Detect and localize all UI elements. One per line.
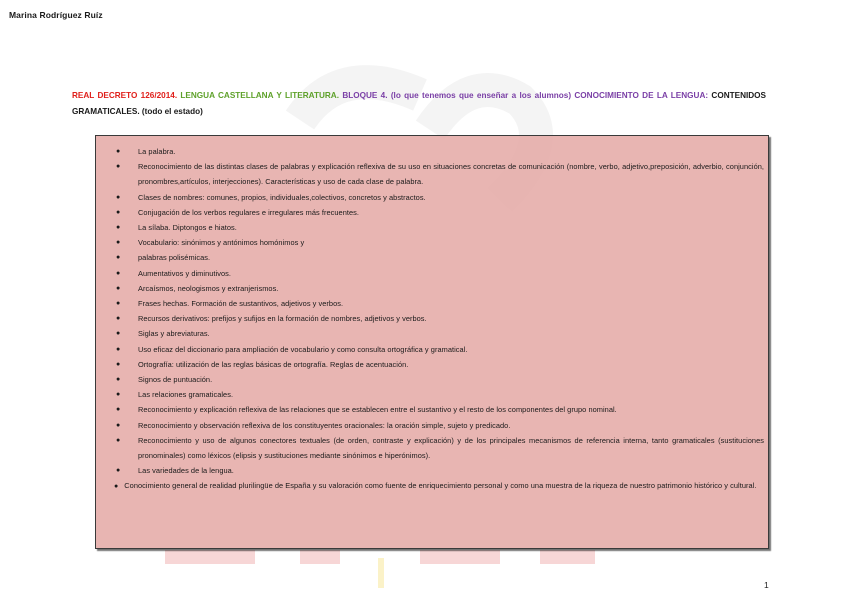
heading-decree: REAL DECRETO 126/2014. bbox=[72, 91, 178, 100]
bullet-icon: ● bbox=[116, 406, 121, 414]
bullet-icon: ● bbox=[116, 148, 121, 155]
list-item: ● La sílaba. Diptongos e hiatos. bbox=[100, 220, 764, 235]
bullet-icon: ● bbox=[116, 284, 121, 292]
bullet-icon: ● bbox=[116, 163, 121, 171]
list-item: ● Las relaciones gramaticales. bbox=[100, 387, 764, 402]
list-item: ● Reconocimiento y uso de algunos conectores textuales (de orden, contraste y explicación) y de los principales mecanismos de referencia interna, tanto gramaticales (sustituciones pronominales) como léxicos (elipsis y sustituciones mediante sinónimos e hiperónimos). bbox=[100, 433, 764, 463]
list-item: ● Reconocimiento y observación reflexiva de los constituyentes oracionales: la oración simple, sujeto y predicado. bbox=[100, 418, 764, 433]
contents-box bbox=[95, 135, 769, 549]
bullet-icon: ● bbox=[116, 254, 121, 262]
list-item: ● Clases de nombres: comunes, propios, individuales,colectivos, concretos y abstractos. bbox=[100, 190, 764, 205]
list-item: ● Arcaísmos, neologismos y extranjerismos. bbox=[100, 281, 764, 296]
list-item: ● La palabra. bbox=[100, 144, 764, 159]
bullet-icon: ● bbox=[116, 360, 121, 368]
section-heading bbox=[72, 88, 766, 120]
bullet-icon: ● bbox=[116, 315, 121, 323]
bullet-icon: ● bbox=[116, 208, 121, 216]
bullet-icon: ● bbox=[116, 421, 121, 429]
list-item: ● Vocabulario: sinónimos y antónimos homónimos y bbox=[100, 235, 764, 250]
list-item: ● Aumentativos y diminutivos. bbox=[100, 266, 764, 281]
bullet-icon: ● bbox=[116, 193, 121, 201]
contents-list bbox=[96, 136, 768, 495]
heading-contents: CONTENIDOS GRAMATICALES. (todo el estado) bbox=[72, 91, 767, 116]
bullet-icon: ● bbox=[114, 483, 119, 491]
bullet-icon: ● bbox=[116, 436, 121, 444]
list-item: ● Uso eficaz del diccionario para ampliación de vocabulario y como consulta ortográfica y gramatical. bbox=[100, 342, 764, 357]
bullet-icon: ● bbox=[116, 330, 121, 338]
author-name: Marina Rodríguez Ruíz bbox=[9, 10, 103, 20]
heading-block: BLOQUE 4. (lo que tenemos que enseñar a los alumnos) CONOCIMIENTO DE LA LENGUA: bbox=[339, 91, 709, 100]
list-item: ● Siglas y abreviaturas. bbox=[100, 326, 764, 341]
bullet-icon: ● bbox=[116, 391, 121, 399]
bullet-icon: ● bbox=[116, 300, 121, 308]
list-item: ● Las variedades de la lengua. bbox=[100, 463, 764, 478]
page-number: 1 bbox=[764, 580, 769, 590]
list-item: ● palabras polisémicas. bbox=[100, 250, 764, 265]
list-item: ● Frases hechas. Formación de sustantivos, adjetivos y verbos. bbox=[100, 296, 764, 311]
list-item: ● Ortografía: utilización de las reglas básicas de ortografía. Reglas de acentuación. bbox=[100, 357, 764, 372]
bullet-icon: ● bbox=[116, 376, 121, 384]
list-item: ● Recursos derivativos: prefijos y sufijos en la formación de nombres, adjetivos y verbos. bbox=[100, 311, 764, 326]
heading-subject: LENGUA CASTELLANA Y LITERATURA. bbox=[177, 91, 339, 100]
bullet-icon: ● bbox=[116, 239, 121, 247]
list-item: ● Conjugación de los verbos regulares e irregulares más frecuentes. bbox=[100, 205, 764, 220]
list-item: ● Conocimiento general de realidad plurilingüe de España y su valoración como fuente de enriquecimiento personal y como una muestra de la riqueza de nuestro patrimonio histórico y cultural. bbox=[100, 478, 764, 494]
bullet-icon: ● bbox=[116, 224, 121, 232]
list-item: ● Signos de puntuación. bbox=[100, 372, 764, 387]
list-item: ● Reconocimiento y explicación reflexiva de las relaciones que se establecen entre el sustantivo y el resto de los componentes del grupo nominal. bbox=[100, 402, 764, 417]
bullet-icon: ● bbox=[116, 467, 121, 475]
bullet-icon: ● bbox=[116, 345, 121, 353]
bullet-icon: ● bbox=[116, 269, 121, 277]
list-item: ● Reconocimiento de las distintas clases de palabras y explicación reflexiva de su uso en situaciones concretas de comunicación (nombre, verbo, adjetivo,preposición, adverbio, conjunción, pronombres,artículos, interjecciones). Características y uso de cada clase de palabra. bbox=[100, 159, 764, 189]
